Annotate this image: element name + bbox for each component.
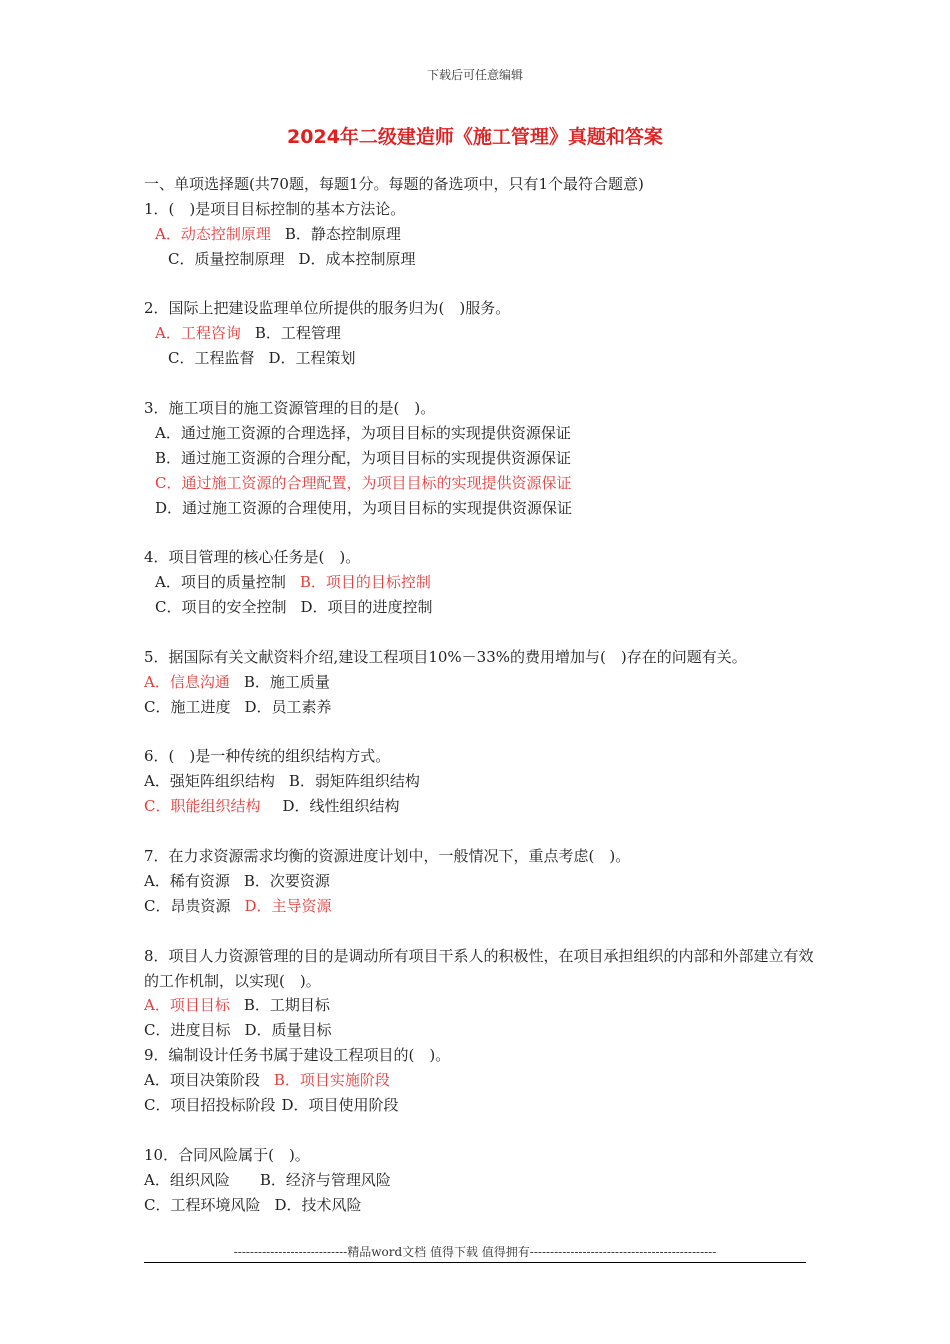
option-c: C．项目的安全控制 bbox=[155, 598, 287, 617]
question-1-options-row1 bbox=[144, 222, 814, 247]
option-b: B．工程管理 bbox=[254, 324, 341, 343]
question-3-stem: 3．施工项目的施工资源管理的目的是( )。 bbox=[144, 399, 436, 418]
option-d: D．项目的进度控制 bbox=[300, 598, 433, 617]
question-1-options-row2 bbox=[144, 247, 814, 272]
question-4-options-row2 bbox=[144, 595, 814, 620]
option-d: D．通过施工资源的合理使用，为项目目标的实现提供资源保证 bbox=[155, 498, 573, 517]
question-10-options-row2 bbox=[144, 1193, 814, 1218]
option-c: C．项目招投标阶段 bbox=[144, 1095, 276, 1114]
option-a-correct: A．项目目标 bbox=[144, 996, 230, 1015]
option-b: B．通过施工资源的合理分配，为项目目标的实现提供资源保证 bbox=[155, 448, 572, 467]
question-5-stem: 5．据国际有关文献资料介绍,建设工程项目10%－33%的费用增加与( )存在的问题有关。 bbox=[144, 647, 747, 666]
option-c: C．昂贵资源 bbox=[144, 896, 231, 915]
option-b-correct: B．项目的目标控制 bbox=[299, 573, 431, 592]
question-2-options-row2 bbox=[144, 346, 814, 371]
question-2-stem: 2．国际上把建设监理单位所提供的服务归为( )服务。 bbox=[144, 299, 511, 318]
question-9-options-row1 bbox=[144, 1068, 814, 1093]
option-a: A．组织风险 bbox=[144, 1170, 230, 1189]
option-a-correct: A．信息沟通 bbox=[144, 672, 230, 691]
option-b: B．次要资源 bbox=[243, 871, 330, 890]
option-a: A．强矩阵组织结构 bbox=[144, 772, 275, 791]
option-d-correct: D．主导资源 bbox=[244, 896, 332, 915]
question-9-options-row2 bbox=[144, 1093, 814, 1118]
option-b: B．工期目标 bbox=[243, 996, 330, 1015]
footer-text: ----------------------------精品word文档 值得下载 值得拥有---------------------------------------------- bbox=[233, 1245, 717, 1259]
question-9-stem: 9．编制设计任务书属于建设工程项目的( )。 bbox=[144, 1046, 451, 1065]
footer-divider bbox=[144, 1262, 806, 1263]
option-a: A．通过施工资源的合理选择，为项目目标的实现提供资源保证 bbox=[155, 423, 571, 442]
option-c: C．工程环境风险 bbox=[144, 1195, 261, 1214]
question-4-options-row1 bbox=[144, 570, 814, 595]
question-7-stem: 7．在力求资源需求均衡的资源进度计划中，一般情况下，重点考虑( )。 bbox=[144, 847, 631, 866]
question-8-options-row2 bbox=[144, 1018, 814, 1043]
option-b: B．经济与管理风险 bbox=[259, 1170, 391, 1189]
question-8-options-row1 bbox=[144, 993, 814, 1018]
question-4-stem: 4．项目管理的核心任务是( )。 bbox=[144, 548, 361, 567]
option-d: D．项目使用阶段 bbox=[281, 1095, 399, 1114]
option-c: C．质量控制原理 bbox=[168, 249, 285, 268]
document-title: 2024年二级建造师《施工管理》真题和答案 bbox=[287, 126, 663, 148]
question-list bbox=[144, 172, 814, 1217]
option-d: D．员工素养 bbox=[244, 697, 332, 716]
question-8-stem: 8．项目人力资源管理的目的是调动所有项目干系人的积极性，在项目承担组织的内部和外部建立有效的工作机制，以实现( )。 bbox=[144, 946, 814, 990]
option-c: C．进度目标 bbox=[144, 1021, 231, 1040]
option-b-correct: B．项目实施阶段 bbox=[273, 1071, 390, 1090]
question-2-options-row1 bbox=[144, 321, 814, 346]
option-b: B．静态控制原理 bbox=[284, 224, 401, 243]
option-d: D．质量目标 bbox=[244, 1021, 332, 1040]
option-a: A．稀有资源 bbox=[144, 871, 230, 890]
option-a-correct: A．工程咨询 bbox=[155, 324, 241, 343]
question-1-stem: 1．( )是项目目标控制的基本方法论。 bbox=[144, 199, 406, 218]
option-b: B．弱矩阵组织结构 bbox=[288, 772, 420, 791]
option-d: D．技术风险 bbox=[274, 1195, 362, 1214]
option-d: D．成本控制原理 bbox=[298, 249, 416, 268]
option-c-correct: C．通过施工资源的合理配置，为项目目标的实现提供资源保证 bbox=[155, 473, 572, 492]
question-6-options-row2 bbox=[144, 794, 814, 819]
question-5-options-row2 bbox=[144, 695, 814, 720]
question-7-options-row2 bbox=[144, 894, 814, 919]
question-6-stem: 6．( )是一种传统的组织结构方式。 bbox=[144, 747, 391, 766]
section-heading: 一、单项选择题(共70题，每题1分。每题的备选项中，只有1个最符合题意) bbox=[144, 175, 644, 193]
option-c: C．施工进度 bbox=[144, 697, 231, 716]
option-c-correct: C．职能组织结构 bbox=[144, 797, 261, 816]
option-d: D．工程策划 bbox=[268, 349, 356, 368]
question-10-stem: 10．合同风险属于( )。 bbox=[144, 1145, 310, 1164]
option-b: B．施工质量 bbox=[243, 672, 330, 691]
option-d: D．线性组织结构 bbox=[282, 797, 400, 816]
question-10-options-row1 bbox=[144, 1168, 814, 1193]
option-a: A．项目的质量控制 bbox=[155, 573, 286, 592]
option-c: C．工程监督 bbox=[168, 349, 255, 368]
header-note: 下载后可任意编辑 bbox=[426, 68, 523, 82]
question-6-options-row1 bbox=[144, 769, 814, 794]
question-7-options-row1 bbox=[144, 869, 814, 894]
option-a: A．项目决策阶段 bbox=[144, 1071, 260, 1090]
option-a-correct: A．动态控制原理 bbox=[155, 224, 271, 243]
question-5-options-row1 bbox=[144, 670, 814, 695]
